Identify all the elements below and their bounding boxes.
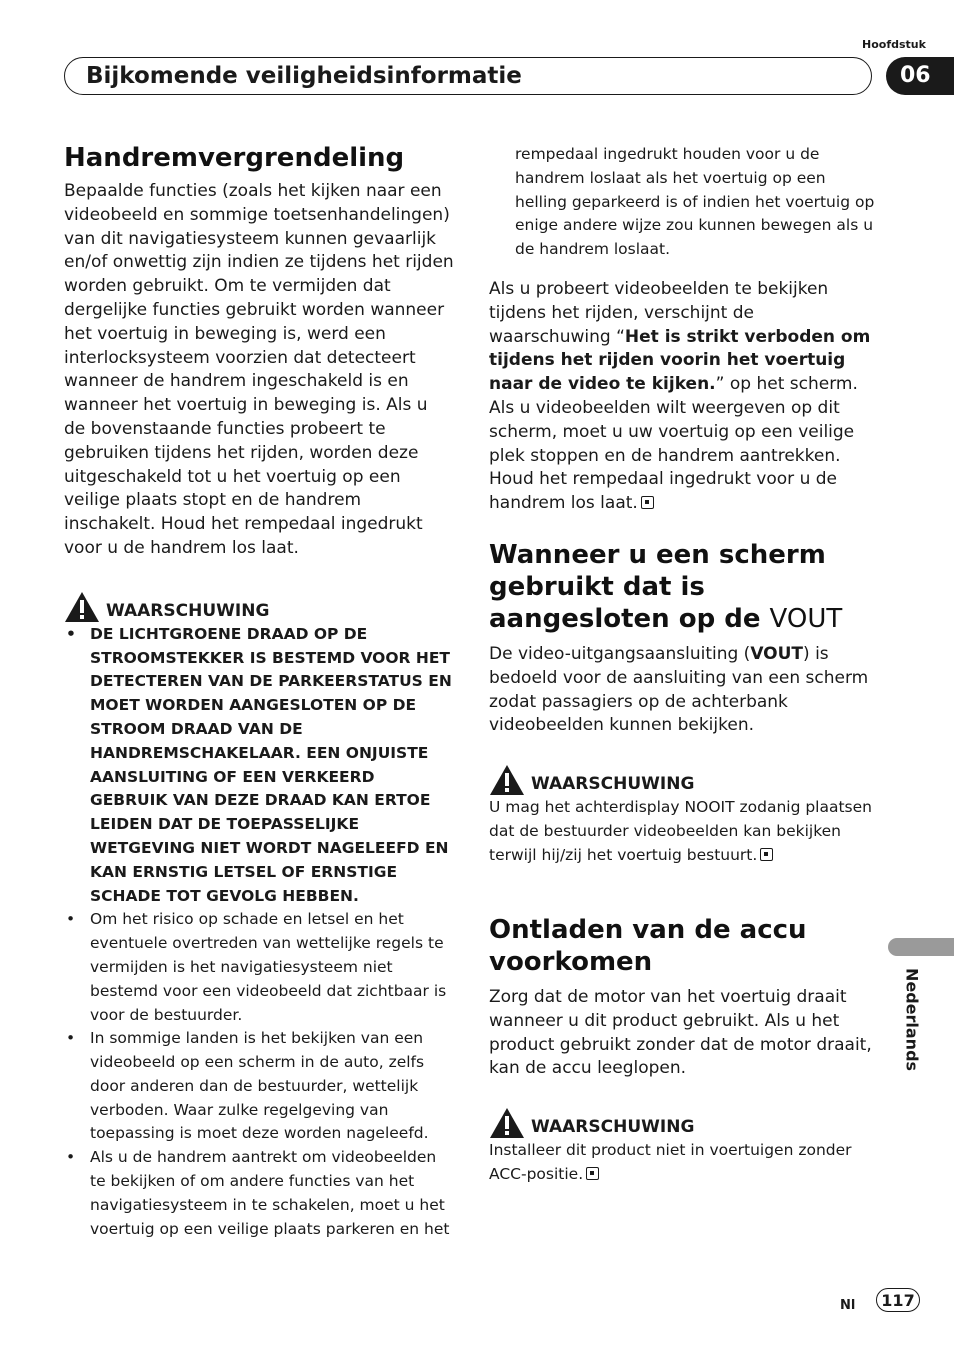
- chapter-number-badge: 06: [886, 57, 954, 95]
- warning-heading: [64, 591, 454, 623]
- warning-triangle-icon: [64, 591, 100, 623]
- list-item: • Om het risico op schade en letsel en het eventuele overtreden van wettelijke regels te vermijden is het navigatiesysteem niet bestemd voor een videobeeld dat zichtbaar is voor de bestuurder.: [64, 908, 454, 1027]
- body-term: VOUT: [750, 644, 804, 664]
- list-item: • Als u de handrem aantrekt om videobeelden te bekijken of om andere functies van het navigatiesysteem in te schakelen, moet u het voertuig op een veilige plaats parkeren en het: [64, 1146, 454, 1241]
- warning-text: Installeer dit product niet in voertuigen zonder ACC-positie.: [489, 1141, 852, 1183]
- video-warning-paragraph: [489, 278, 879, 516]
- vout-warning-text: [489, 796, 879, 867]
- video-text-part: Als u probeert videobeelden te bekijken tijdens het rijden, verschijnt de waarschuwing “: [489, 279, 829, 347]
- section-handrem: [64, 142, 454, 1241]
- warning-triangle-icon: [489, 764, 525, 796]
- body-part: ) is bedoeld voor de aansluiting van een scherm zodat passagiers op de achterbank videobeelden kunnen bekijken.: [489, 644, 869, 736]
- title-term: VOUT: [769, 604, 843, 634]
- warning-continued: [515, 143, 879, 262]
- chapter-label: Hoofdstuk: [862, 38, 926, 51]
- body-part: De video-uitgangsaansluiting (: [489, 644, 751, 664]
- vout-body: [489, 643, 879, 738]
- warning-title: WAARSCHUWING: [106, 600, 270, 621]
- section-title-vout: [489, 539, 879, 635]
- video-text-part: ” op het scherm. Als u videobeelden wilt weergeven op dit scherm, moet u uw voertuig op een veilige plek stoppen en de handrem aantrekken. Houd het rempedaal ingedrukt voor u de handrem los laat.: [489, 374, 858, 514]
- handrem-body: Bepaalde functies (zoals het kijken naar een videobeeld en sommige toetsenhandelingen) van dit navigatiesysteem kunnen gevaarlijk en/of onwettig zijn indien ze tijdens het rijden worden gebruikt. Om te vermijden dat dergelijke functies gebruikt worden wanneer het voertuig in beweging is, werd een interlocksysteem voorzien dat detecteert wanneer de handrem ingeschakeld is en wanneer het voertuig in beweging is. Als u de bovenstaande functies probeert te gebruiken tijdens het rijden, worden deze uitgeschakeld tot u het voertuig op een veilige plaats stopt en de handrem inschakelt. Houd het rempedaal ingedrukt voor u de handrem los laat.: [64, 181, 454, 558]
- accu-body: Zorg dat de motor van het voertuig draait wanneer u dit product gebruikt. Als u het product gebruikt zonder dat de motor draait, kan de accu leeglopen.: [489, 987, 872, 1079]
- video-text-bold: Het is strikt verboden om tijdens het rijden voorin het voertuig naar de video te kijken.: [489, 326, 871, 395]
- warning-continued-text: rempedaal ingedrukt houden voor u de handrem loslaat als het voertuig op een helling geparkeerd is of indien het voertuig op enige andere wijze zou kunnen bewegen als u de handrem loslaat.: [515, 145, 875, 259]
- video-warning-text: [489, 278, 879, 516]
- section-title-handrem: Handremvergrendeling: [64, 143, 405, 173]
- accu-warning-text: [489, 1139, 879, 1187]
- warning-text: U mag het achterdisplay NOOIT zodanig plaatsen dat de bestuurder videobeelden kan bekijken terwijl hij/zij het voertuig bestuurt.: [489, 798, 872, 864]
- warning-list: [64, 623, 454, 1242]
- section-vout: [489, 539, 879, 868]
- end-mark-icon: [641, 496, 654, 509]
- warning-heading: [489, 1107, 879, 1139]
- title-text: Wanneer u een scherm gebruikt dat is aangesloten op de: [489, 540, 826, 634]
- page-number: 117: [876, 1288, 920, 1312]
- language-side-tab: [888, 938, 954, 956]
- end-mark-icon: [760, 848, 773, 861]
- language-code: Nl: [840, 1298, 856, 1313]
- language-side-label: Nederlands: [902, 967, 922, 1072]
- section-accu: [489, 914, 879, 1187]
- warning-title: WAARSCHUWING: [531, 774, 695, 795]
- end-mark-icon: [586, 1167, 599, 1180]
- page-header-title: Bijkomende veiligheidsinformatie: [86, 63, 522, 89]
- list-item: • In sommige landen is het bekijken van een videobeeld op een scherm in de auto, zelfs door anderen dan de bestuurder, wettelijk verboden. Waar zulke regelgeving van toepassing is moet deze worden nageleefd.: [64, 1027, 454, 1146]
- list-item: • DE LICHTGROENE DRAAD OP DE STROOMSTEKKER IS BESTEMD VOOR HET DETECTEREN VAN DE PARKEERSTATUS EN MOET WORDEN AANGESLOTEN OP DE STROOM DRAAD VAN DE HANDREMSCHAKELAAR. EEN ONJUISTE AANSLUITING OF EEN VERKEERD GEBRUIK VAN DEZE DRAAD KAN ERTOE LEIDEN DAT DE TOEPASSELIJKE WETGEVING NIET WORDT NAGELEEFD EN KAN ERNSTIG LETSEL OF ERNSTIGE SCHADE TOT GEVOLG HEBBEN.: [64, 623, 454, 909]
- warning-title: WAARSCHUWING: [531, 1117, 695, 1138]
- section-title-accu: Ontladen van de accu voorkomen: [489, 915, 807, 977]
- warning-triangle-icon: [489, 1107, 525, 1139]
- warning-heading: [489, 764, 879, 796]
